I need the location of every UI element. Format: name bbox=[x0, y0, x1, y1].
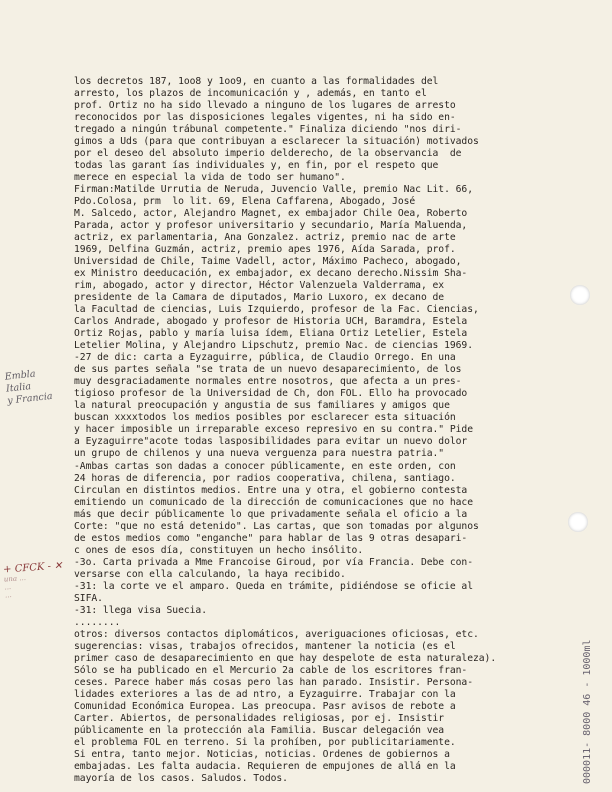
text-line: Circulan en distintos medios. Entre una y otra, el gobierno contesta bbox=[74, 484, 468, 496]
annotation-sub-line: ... bbox=[4, 591, 12, 600]
text-line: buscan xxxxtodos los medios posibles por esclarecer esta situación bbox=[74, 412, 456, 424]
text-line: arresto, los plazos de incomunicación y , además, en tanto el bbox=[74, 88, 427, 100]
text-line: -Ambas cartas son dadas a conocer públicamente, en este orden, con bbox=[74, 460, 456, 472]
text-line: Carter. Abiertos, de personalidades religiosas, por ej. Insistir bbox=[74, 712, 445, 724]
text-line: públicamente en la protección ala Familia. Buscar delegación vea bbox=[74, 724, 445, 736]
handwritten-margin-annotation bbox=[3, 560, 77, 600]
text-line: sugerencias: visas, trabajos ofrecidos, mantener la noticia (es el bbox=[74, 640, 456, 652]
text-line: mayoría de los casos. Saludos. Todos. bbox=[74, 772, 288, 784]
text-line: ........ bbox=[74, 616, 121, 628]
text-line: ceses. Parece haber más cosas pero las han parado. Insistir. Persona- bbox=[74, 676, 473, 688]
text-line: 24 horas de diferencia, por radios cooperativa, chilena, santiago. bbox=[74, 472, 456, 484]
annotation-main: + CFCK - ✕ bbox=[2, 560, 63, 576]
text-line: un grupo de chilenos y una nueva verguenza para nuestra patria." bbox=[74, 448, 445, 460]
handwritten-margin-note bbox=[4, 364, 77, 407]
text-line: rim, abogado, actor y director, Héctor Valenzuela Valderrama, ex bbox=[74, 280, 445, 292]
text-line: gimos a Uds (para que contribuyan a esclarecer la situación) motivados bbox=[74, 136, 479, 148]
text-line: Universidad de Chile, Taime Vadell, actor, Máximo Pacheco, abogado, bbox=[74, 256, 462, 268]
text-line: merece en especial la vida de todo ser humano". bbox=[74, 172, 346, 184]
text-line: Parada, actor y profesor universitario y secundario, María Maluenda, bbox=[74, 220, 468, 232]
text-line: 1969, Delfina Guzmán, actriz, premio apes 1976, Aída Sarada, prof. bbox=[74, 244, 456, 256]
text-line: emitiendo un comunicado de la dirección de comunicaciones que no hace bbox=[74, 496, 473, 508]
text-line: tregado a ningún trábunal competente." Finaliza diciendo "nos diri- bbox=[74, 124, 462, 136]
text-line: y hacer imposible un irreparable exceso represivo en su contra." Pide bbox=[74, 424, 473, 436]
text-line: otros: diversos contactos diplomáticos, averiguaciones oficiosas, etc. bbox=[74, 628, 479, 640]
text-line: Pdo.Colosa, prm lo lit. 69, Elena Caffarena, Abogado, José bbox=[74, 196, 416, 208]
annotation-sub-line: una ... bbox=[3, 573, 27, 584]
text-line: a Eyzaguirre"acote todas lasposibilidades para evitar un nuevo dolor bbox=[74, 436, 468, 448]
text-line: todas las garant ías individuales y, en fin, por el respeto que bbox=[74, 160, 439, 172]
text-line: reconocidos por las disposiciones legales vigentes, ni ha sido en- bbox=[74, 112, 456, 124]
text-line: Corte: "que no está detenido". Las cartas, que son tomadas por algunos bbox=[74, 520, 479, 532]
text-line: de sus partes señala "se trata de un nuevo desaparecimiento, de los bbox=[74, 364, 462, 376]
punch-hole bbox=[570, 285, 590, 305]
archive-stamp-number: 000011- 8000 46 - 1000ml bbox=[582, 639, 593, 784]
text-line: Letelier Molina, y Alejandro Lipschutz, premio Nac. de ciencias 1969. bbox=[74, 340, 473, 352]
text-line: actriz, ex parlamentaria, Ana Gonzalez. actriz, premio nac de arte bbox=[74, 232, 456, 244]
text-line: lidades exteriores a las de ad ntro, a Eyzaguirre. Trabajar con la bbox=[74, 688, 456, 700]
text-line: tigioso profesor de la Universidad de Ch, don FOL. Ello ha provocado bbox=[74, 388, 468, 400]
punch-hole bbox=[568, 512, 588, 532]
annotation-sub-line: ... bbox=[4, 583, 12, 592]
text-line: la Facultad de ciencias, Luis Izquierdo, profesor de la Fac. Ciencias, bbox=[74, 304, 479, 316]
text-line: -31: la corte ve el amparo. Queda en trámite, pidiéndose se oficie al bbox=[74, 580, 473, 592]
margin-note-line: y Francia bbox=[6, 390, 54, 407]
text-line: versarse con ella calculando, la haya recibido. bbox=[74, 568, 346, 580]
text-line: -31: llega visa Suecia. bbox=[74, 604, 207, 616]
text-line: embajadas. Les falta audacia. Requieren de empujones de allá en la bbox=[74, 760, 456, 772]
text-line: los decretos 187, 1oo8 y 1oo9, en cuanto a las formalidades del bbox=[74, 76, 439, 87]
typed-text-body bbox=[74, 76, 594, 785]
text-line: de estos medios como "enganche" para hablar de las 9 otras desapari- bbox=[74, 532, 468, 544]
text-line: Sólo se ha publicado en el Mercurio 2a cable de los escritores fran- bbox=[74, 664, 468, 676]
text-line: Si entra, tanto mejor. Noticias, noticias. Ordenes de gobiernos a bbox=[74, 748, 450, 760]
text-line: -27 de dic: carta a Eyzaguirre, pública, de Claudio Orrego. En una bbox=[74, 352, 456, 364]
text-line: c ones de esos día, constituyen un hecho insólito. bbox=[74, 544, 364, 556]
text-line: Firman:Matilde Urrutia de Neruda, Juvencio Valle, premio Nac Lit. 66, bbox=[74, 184, 473, 196]
text-line: -3o. Carta privada a Mme Francoise Giroud, por vía Francia. Debe con- bbox=[74, 556, 473, 568]
text-line: Carlos Andrade, abogado y profesor de Historia UCH, Baramdra, Estela bbox=[74, 316, 468, 328]
margin-note-line: Embla bbox=[4, 368, 37, 383]
margin-note-line: Italia bbox=[5, 381, 32, 395]
text-line: Comunidad Económica Europea. Las preocupa. Pasr avisos de rebote a bbox=[74, 700, 456, 712]
text-line: la natural preocupación y angustia de sus familiares y amigos que bbox=[74, 400, 450, 412]
text-line: primer caso de desaparecimiento en que hay despelote de esta naturaleza). bbox=[74, 652, 497, 664]
text-line: ex Ministro deeducación, ex embajador, ex decano derecho.Nissim Sha- bbox=[74, 268, 468, 280]
text-line: M. Salcedo, actor, Alejandro Magnet, ex embajador Chile Oea, Roberto bbox=[74, 208, 468, 220]
text-line: presidente de la Camara de diputados, Mario Luxoro, ex decano de bbox=[74, 292, 445, 304]
text-line: SIFA. bbox=[74, 592, 103, 604]
text-line: más que decir públicamente lo que privadamente señala el oficio a la bbox=[74, 508, 468, 520]
text-line: Ortiz Rojas, pablo y maría luisa ídem, Eliana Ortiz Letelier, Estela bbox=[74, 328, 468, 340]
text-line: prof. Ortiz no ha sido llevado a ninguno de los lugares de arresto bbox=[74, 100, 456, 112]
text-line: muy desgraciadamente normales entre nosotros, que afecta a un pres- bbox=[74, 376, 462, 388]
text-line: el problema FOL en terreno. Si la prohíben, por publicitariamente. bbox=[74, 736, 456, 748]
text-line: por el deseo del absoluto imperio delderecho, de la observancia de bbox=[74, 148, 462, 160]
